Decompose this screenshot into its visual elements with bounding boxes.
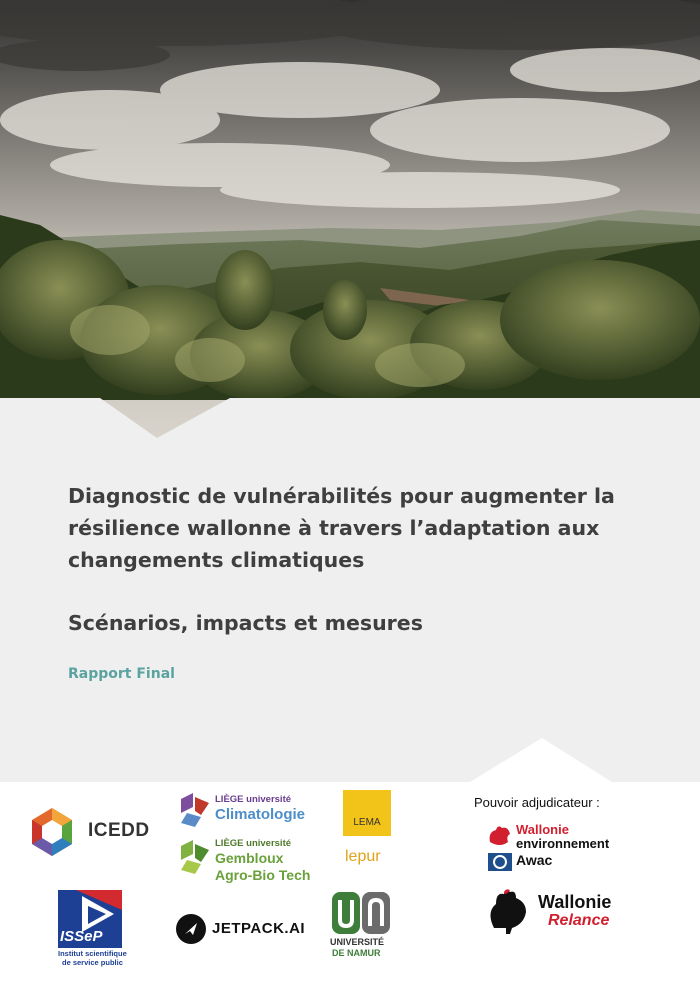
unamur-label-1: UNIVERSITÉ — [330, 937, 385, 947]
icedd-logo — [28, 806, 158, 858]
issep-name-line2: de service public — [62, 958, 123, 967]
agro-bio-tech-label: Agro-Bio Tech — [215, 867, 311, 883]
document-subtitle: Scénarios, impacts et mesures — [68, 611, 423, 635]
title-band — [0, 398, 700, 782]
document-title: Diagnostic de vulnérabilités pour augmenter la résilience wallonne à travers l’adaptation aux changements climatiques — [68, 484, 615, 572]
issep-short-label: ISSeP — [60, 928, 103, 945]
liege-university-icon — [181, 793, 211, 827]
issep-name-line1: Institut scientifique — [58, 949, 127, 958]
jetpack-ai-logo — [176, 912, 306, 946]
gembloux-icon — [181, 840, 211, 874]
gembloux-label: Gembloux — [215, 850, 284, 866]
jetpack-label: JETPACK.AI — [212, 920, 306, 937]
icedd-hexagon-icon — [28, 806, 76, 858]
issep-logo — [58, 890, 127, 968]
cover-photo — [0, 0, 700, 440]
liege-university-label-1: LIÈGE université — [215, 794, 292, 805]
contracting-authority-label: Pouvoir adjudicateur : — [474, 795, 600, 810]
rooster-red-icon — [486, 824, 512, 848]
lepur-label: lepur — [345, 848, 381, 865]
wallonie-relance-label-1: Wallonie — [538, 892, 612, 912]
jetpack-arrow-icon — [176, 914, 206, 944]
unamur-emblem-icon — [332, 892, 392, 934]
rooster-black-icon — [486, 888, 530, 934]
report-type-label: Rapport Final — [68, 666, 175, 682]
liege-climatologie-logo — [181, 793, 321, 829]
lepur-logo — [343, 848, 391, 878]
awac-label: Awac — [516, 852, 553, 868]
wallonie-label: Wallonie — [516, 822, 569, 837]
unamur-label-2: DE NAMUR — [332, 948, 381, 958]
gembloux-logo — [181, 838, 321, 884]
icedd-label: ICEDD — [88, 820, 150, 841]
lema-label: LEMA — [353, 817, 381, 828]
lema-logo — [343, 790, 391, 836]
climatologie-label: Climatologie — [215, 806, 306, 823]
environnement-label: environnement — [516, 836, 610, 851]
wallonie-environnement-logo — [486, 822, 636, 874]
unamur-logo — [330, 892, 394, 962]
wallonie-relance-label-2: Relance — [548, 912, 610, 929]
awac-emblem-icon — [488, 853, 512, 871]
liege-university-label-2: LIÈGE université — [215, 838, 292, 849]
wallonie-relance-logo — [486, 888, 636, 936]
